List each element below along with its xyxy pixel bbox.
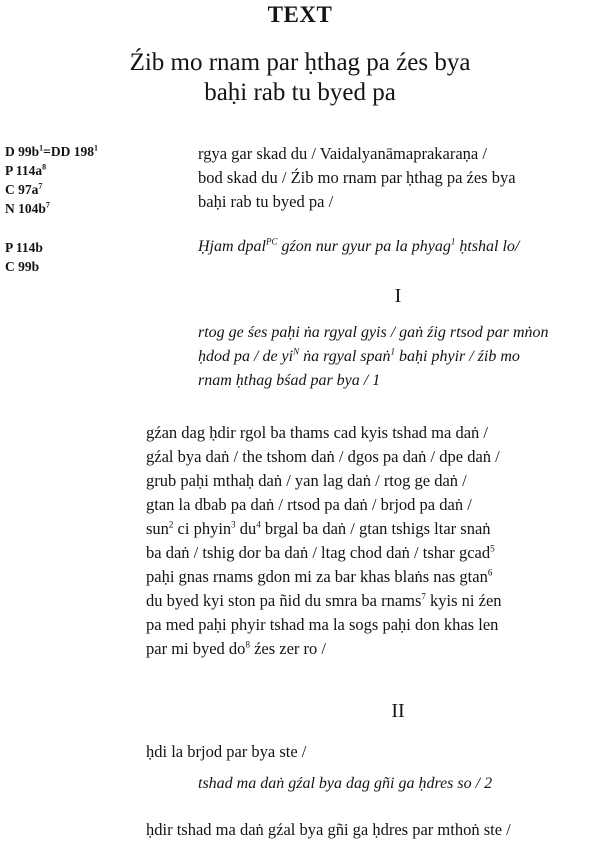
text-line: sun$^2$ ci phyin$^3$ $du^4$ brgal ba daṅ / gtan tshigs ltar snaṅ bbox=[146, 519, 491, 538]
text-line: gźan dag ḥdir rgol ba thams cad kyis tshad ma daṅ / bbox=[146, 423, 488, 442]
siglum-n: N $104b^7$ bbox=[5, 200, 50, 216]
work-title-line-1: Źib mo rnam par ḥthag pa źes bya bbox=[129, 49, 471, 76]
text-line: gtan la dbab pa daṅ / rtsod pa daṅ / brjod pa daṅ / bbox=[146, 495, 472, 514]
verse-line: rtog ge śes paḥi ṅa rgyal gyis / gaṅ źig rtsod par mṅon bbox=[198, 324, 549, 341]
sigla-block-1 bbox=[5, 142, 98, 218]
text-line: du byed kyi ston pa ñid du smra ba rnams$^7$ kyis ni źen bbox=[146, 591, 502, 610]
siglum-p-2: P 114b bbox=[5, 240, 43, 255]
siglum-d: D $99b^1=DD$ $198^1$ bbox=[5, 143, 98, 159]
verse-line: rnam ḥthag bśad par bya / 1 bbox=[198, 372, 381, 389]
paragraph-2-commentary: ḥdir tshad ma daṅ gźal bya gñi ga ḥdres par mthoṅ ste / bbox=[146, 820, 511, 839]
siglum-c-2: C 99b bbox=[5, 259, 40, 274]
text-line: pa med paḥi phyir tshad ma la sogs paḥi don khas len bbox=[146, 615, 499, 634]
text-line: grub paḥi mthaḥ daṅ / yan lag daṅ / rtog ge daṅ / bbox=[146, 471, 467, 490]
text-line: gźal bya daṅ / the tshom daṅ / dgos pa daṅ / dpe daṅ / bbox=[146, 447, 500, 466]
sigla-block-2 bbox=[5, 238, 43, 276]
section-number-1: I bbox=[394, 285, 402, 307]
colophon bbox=[198, 142, 516, 214]
work-title-line-2: baḥi rab tu byed pa bbox=[204, 79, 396, 106]
paragraph-2-intro: ḥdi la brjod par bya ste / bbox=[146, 742, 307, 761]
siglum-p: P $114a^8$ bbox=[5, 162, 47, 178]
invocation: Ḥjam dpal$^{PC}$ gźon nur gyur pa la phyag$^1$ ḥtshal lo/ bbox=[198, 236, 520, 255]
siglum-c: C $97a^7$ bbox=[5, 181, 43, 197]
verse-2: tshad ma daṅ gźal bya dag gñi ga ḥdres so / 2 bbox=[198, 775, 493, 792]
page-heading: TEXT bbox=[267, 2, 333, 27]
text-line: ba daṅ / tshig dor ba daṅ / ltag chod daṅ / tshar gcad$^5$ bbox=[146, 543, 495, 562]
text-line: paḥi gnas rnams gdon mi za bar khas blaṅs nas gtan$^6$ bbox=[146, 567, 493, 586]
text-line: par mi byed $do^8$ źes zer ro / bbox=[146, 639, 326, 658]
verse-line: ḥdod pa / de $yi^N$ ṅa rgyal spaṅ$^1$ baḥi phyir / źib mo bbox=[198, 346, 520, 365]
colophon-line: baḥi rab tu byed pa / bbox=[198, 192, 334, 211]
verse-1 bbox=[198, 321, 549, 393]
colophon-line: rgya gar skad du / Vaidalyanāmaprakaraṇa / bbox=[198, 144, 487, 163]
section-number-2: II bbox=[391, 700, 405, 722]
paragraph-1 bbox=[146, 421, 502, 661]
colophon-line: bod skad du / Źib mo rnam par ḥthag pa źes bya bbox=[198, 168, 516, 187]
